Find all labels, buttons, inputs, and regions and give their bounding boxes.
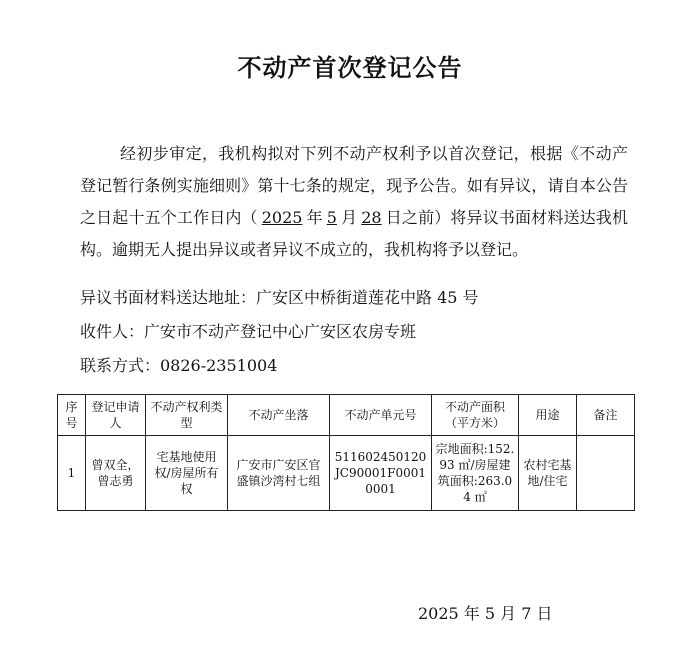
deadline-day: 28 <box>361 208 382 227</box>
body-text-part1: 经初步审定，我机构拟对下列不动产权利予以首次登记，根据《不动产登记暂行条例实施细则》第十七条的规定，现予公告。如有异议，请自本公告之日起十五个工作日内（ <box>80 144 628 227</box>
registration-table <box>57 394 635 511</box>
notice-title: 不动产首次登记公告 <box>237 54 463 82</box>
cell-usage: 农村宅基地/住宅 <box>519 436 577 511</box>
header-location: 不动产坐落 <box>228 395 330 436</box>
header-applicant: 登记申请人 <box>86 395 146 436</box>
notice-body <box>80 138 628 266</box>
cell-right-type: 宅基地使用权/房屋所有权 <box>146 436 228 511</box>
cell-remarks <box>577 436 635 511</box>
header-usage: 用途 <box>519 395 577 436</box>
notice-date: 2025 年 5 月 7 日 <box>418 604 553 623</box>
deadline-month: 5 <box>326 208 337 227</box>
address-line: 异议书面材料送达地址：广安区中桥街道莲花中路 45 号 <box>80 288 479 307</box>
cell-applicant: 曾双全，曾志勇 <box>86 436 146 511</box>
deadline-year: 2025 <box>261 208 303 227</box>
header-index: 序号 <box>58 395 86 436</box>
header-unit-number: 不动产单元号 <box>330 395 432 436</box>
cell-location: 广安市广安区官盛镇沙湾村七组 <box>228 436 330 511</box>
header-remarks: 备注 <box>577 395 635 436</box>
table-header-row <box>58 395 635 436</box>
header-area: 不动产面积（平方米） <box>432 395 519 436</box>
recipient-line: 收件人：广安市不动产登记中心广安区农房专班 <box>80 322 417 341</box>
cell-area: 宗地面积:152.93 ㎡/房屋建筑面积:263.04 ㎡ <box>432 436 519 511</box>
cell-index: 1 <box>58 436 86 511</box>
body-text-part2: 日之前）将异议书面材料送达我机构。逾期无人提出异议或者异议不成立的，我机构将予以登记。 <box>80 208 628 259</box>
contact-line: 联系方式：0826-2351004 <box>80 356 278 375</box>
year-unit: 年 <box>306 208 323 227</box>
header-right-type: 不动产权利类型 <box>146 395 228 436</box>
cell-unit-number: 511602450120JC90001F00010001 <box>330 436 432 511</box>
month-unit: 月 <box>340 208 358 227</box>
table-row <box>58 436 635 511</box>
